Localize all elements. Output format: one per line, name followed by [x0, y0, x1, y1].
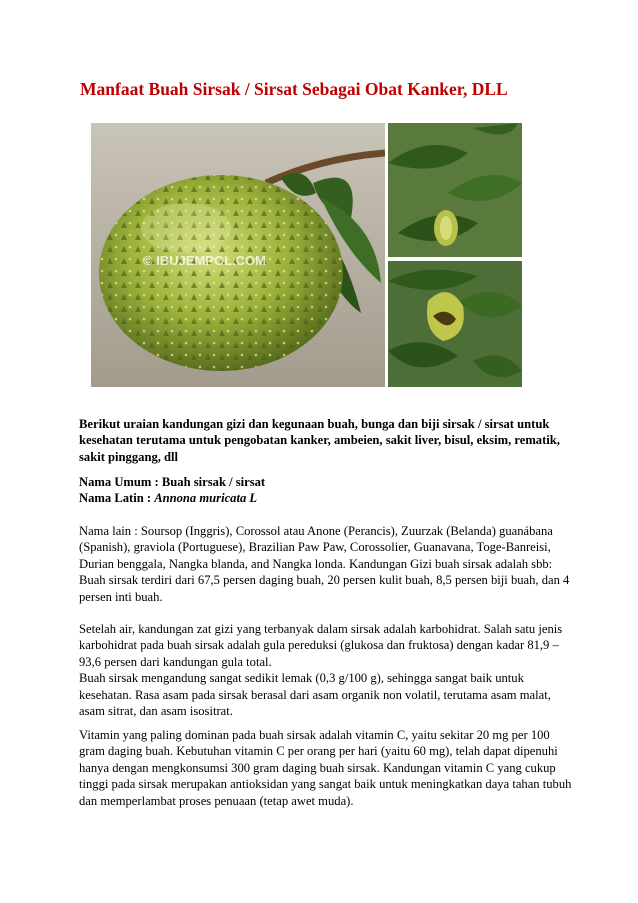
- page-title: Manfaat Buah Sirsak / Sirsat Sebagai Obat Kanker, DLL: [80, 79, 508, 99]
- carbs-paragraph: Setelah air, kandungan zat gizi yang terbanyak dalam sirsak adalah karbohidrat. Salah satu jenis karbohidrat pada buah sirsak adalah gula pereduksi (glukosa dan fruktosa) dengan kadar 81,9 – 93,6 persen dari kandungan gula total.: [79, 622, 563, 669]
- soursop-flower-image: [388, 261, 522, 387]
- name-block: [79, 474, 574, 507]
- latin-name-label: Nama Latin :: [79, 491, 155, 506]
- soursop-fruit-image: [91, 123, 385, 387]
- fat-paragraph: Buah sirsak mengandung sangat sedikit lemak (0,3 g/100 g), sehingga sangat baik untuk kesehatan. Rasa asam pada sirsak berasal dari asam organik non volatil, terutama asam malat, asam sitrat, dan asam isositrat.: [79, 671, 551, 719]
- soursop-leaves-image: [388, 123, 522, 257]
- vitamin-paragraph: Vitamin yang paling dominan pada buah sirsak adalah vitamin C, yaitu sekitar 20 mg per 100 gram daging buah. Kebutuhan vitamin C per orang per hari (yaitu 60 mg), telah dapat dipenuhi hanya dengan mengkonsumsi 300 gram daging buah sirsak. Kandungan vitamin C yang cukup tinggi pada sirsak merupakan antioksidan yang sangat baik untuk meningkatkan daya tahan tubuh dan memperlambat proses penuaan (tetap awet muda).: [79, 728, 572, 808]
- photo-watermark: © IBUJEMPOL.COM: [143, 253, 266, 268]
- carbs-fat-block: [79, 621, 574, 719]
- intro-paragraph: Berikut uraian kandungan gizi dan kegunaan buah, bunga dan biji sirsak / sirsat untuk kesehatan terutama untuk pengobatan kanker, ambeien, sakit liver, bisul, eksim, rematik, sakit pinggang, dll: [79, 417, 560, 464]
- common-name-line: [79, 474, 574, 490]
- common-name-label: Nama Umum :: [79, 475, 162, 489]
- composition-paragraph: Buah sirsak terdiri dari 67,5 persen daging buah, 20 persen kulit buah, 8,5 persen biji buah, dan 4 persen inti buah.: [79, 573, 570, 604]
- latin-name-value: Annona muricata L: [154, 491, 258, 506]
- other-names-paragraph: Nama lain : Soursop (Inggris), Corossol atau Anone (Perancis), Zuurzak (Belanda) guanábana (Spanish), graviola (Portuguese), Brazilian Paw Paw, Corossolier, Guanavana, Toge-Banreisi, Durian benggala, Nangka blanda, and Nangka londa. Kandungan Gizi buah sirsak adalah sbb:: [79, 524, 553, 571]
- latin-name-line: [79, 490, 574, 506]
- nutrition-block: [79, 523, 574, 605]
- common-name-value: Buah sirsak / sirsat: [161, 475, 266, 489]
